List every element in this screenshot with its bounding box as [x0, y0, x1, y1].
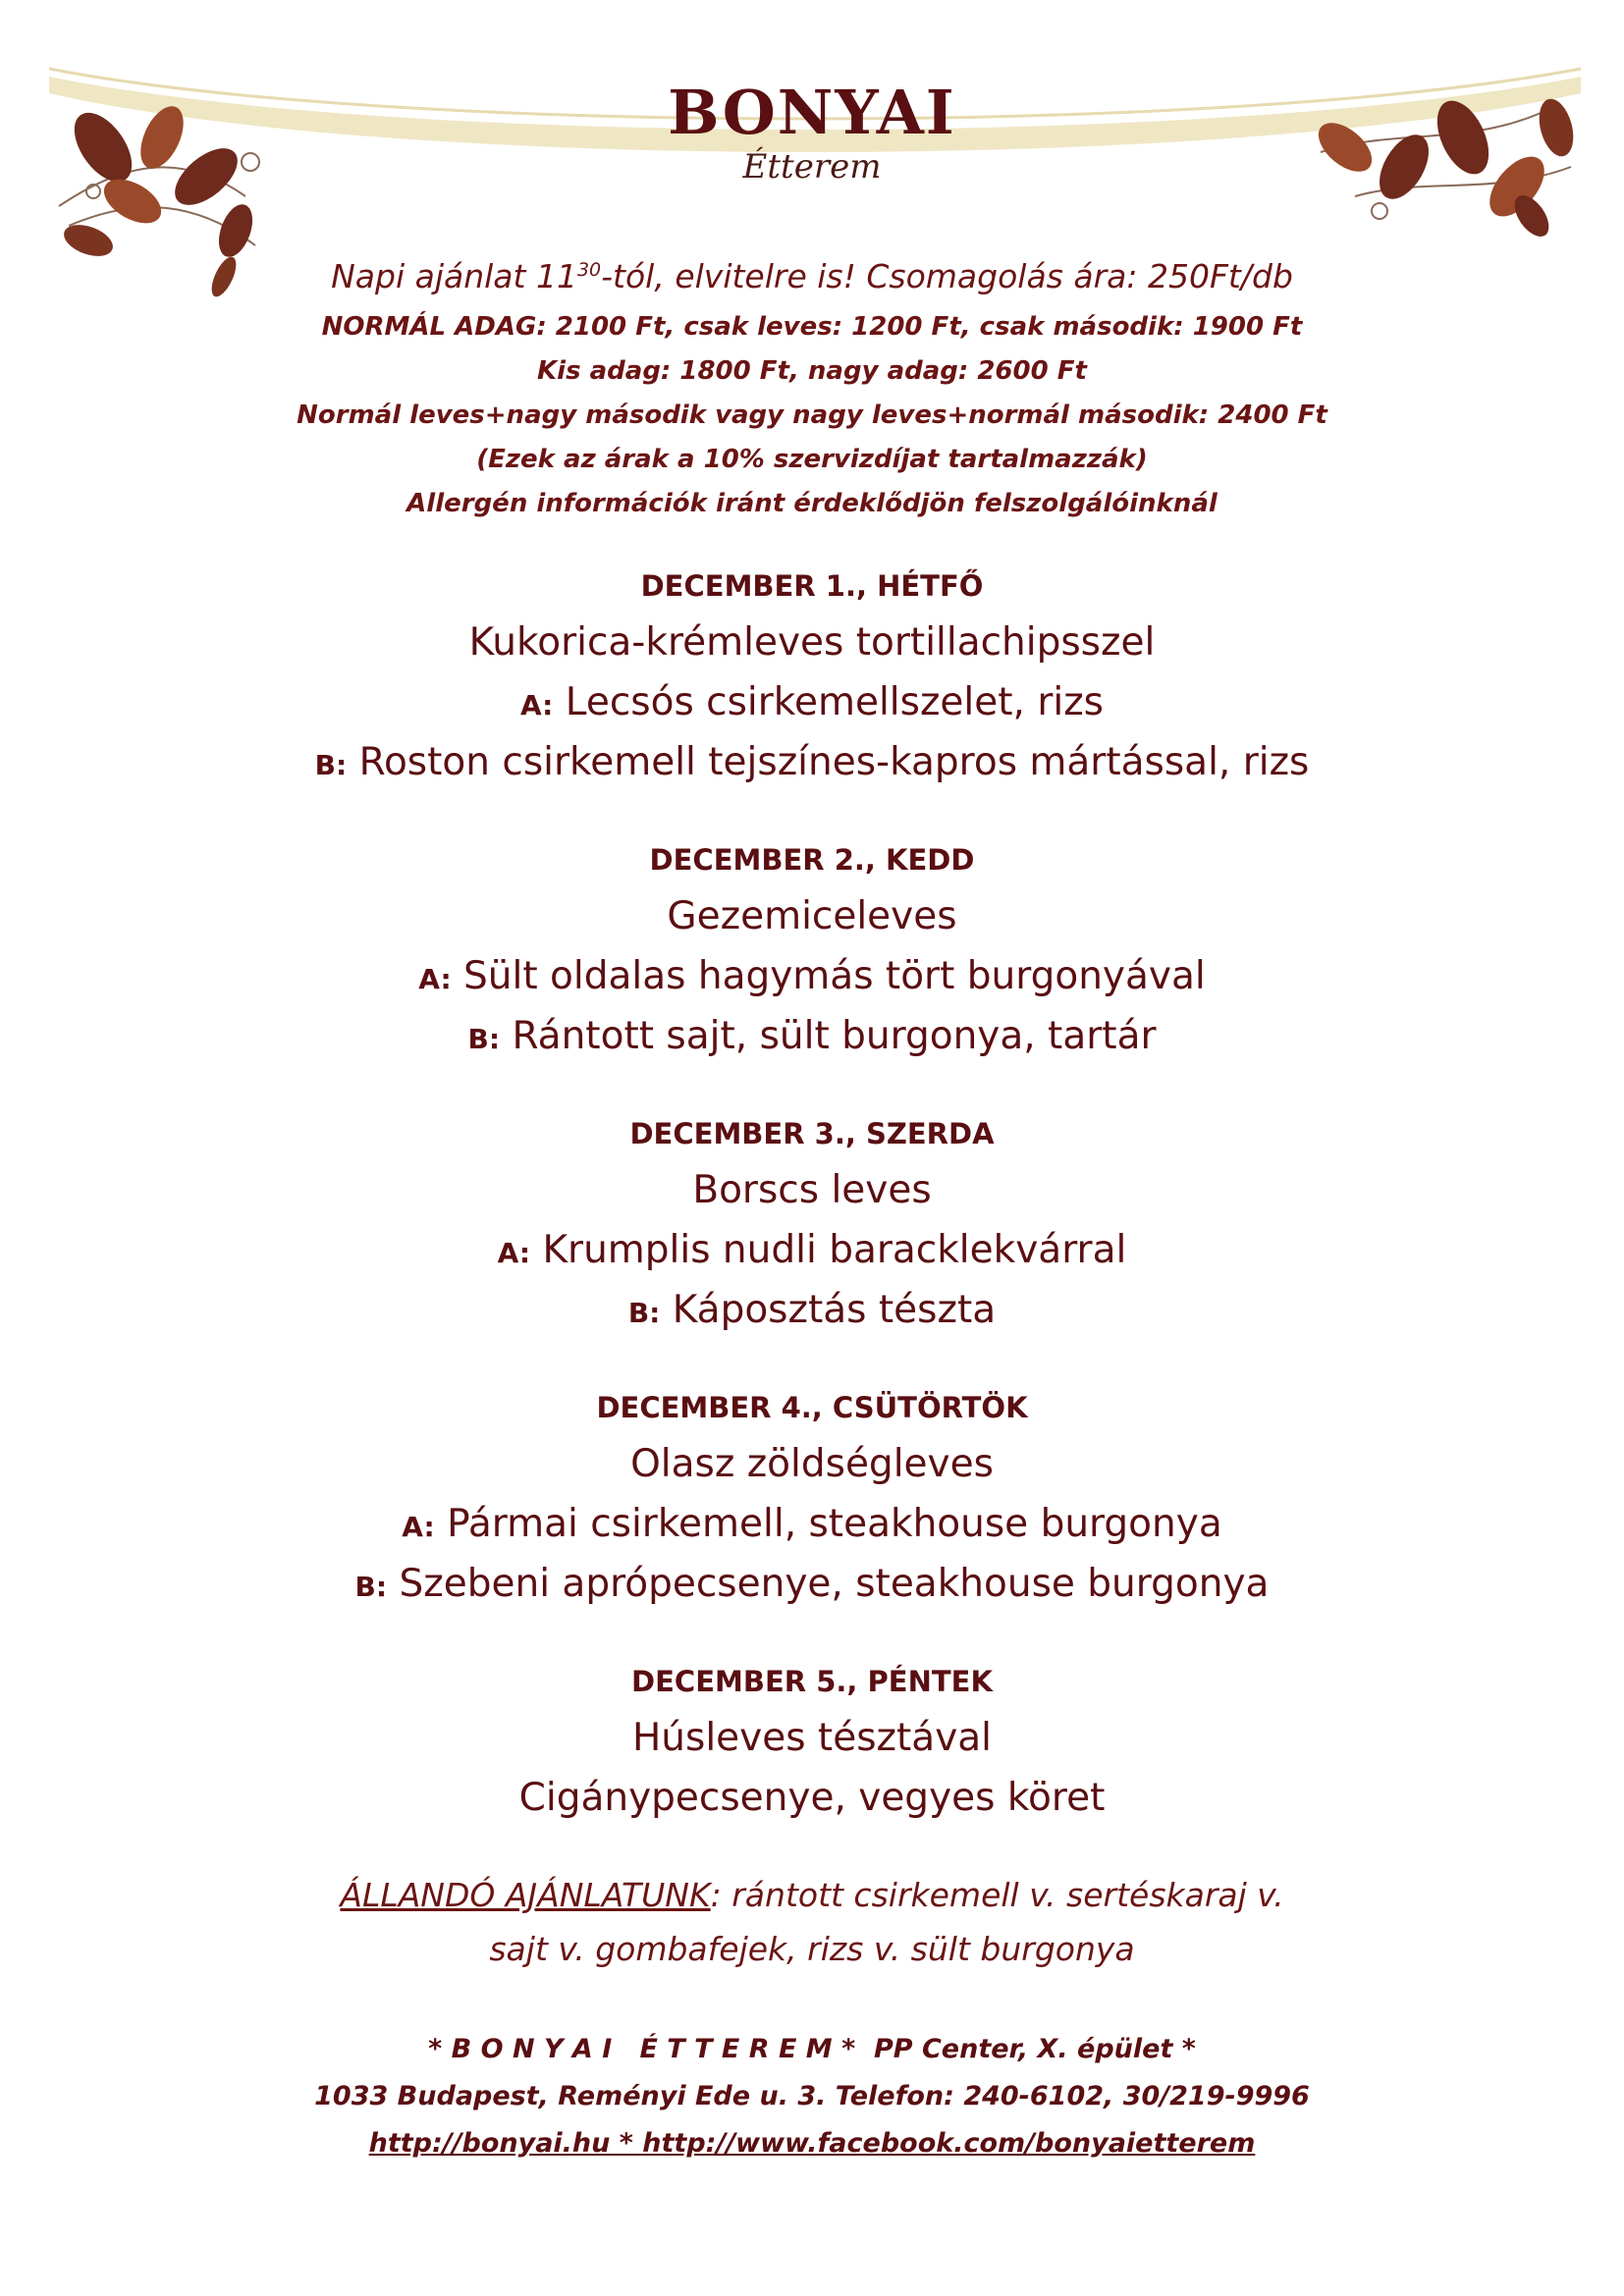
facebook-link[interactable]: http://www.facebook.com/bonyaietterem: [642, 2128, 1256, 2159]
main-dish: Cigánypecsenye, vegyes köret: [518, 1776, 1106, 1820]
day-title: DECEMBER 5., PÉNTEK: [631, 1665, 993, 1698]
day-title: DECEMBER 3., SZERDA: [629, 1117, 995, 1150]
dish-a: A: Lecsós csirkemellszelet, rizs: [519, 680, 1104, 724]
footer-name-address: * B O N Y A I É T T E R E M * PP Center, X. épület *: [428, 2034, 1196, 2064]
dish-b: B: Rántott sajt, sült burgonya, tartár: [467, 1014, 1157, 1058]
allergen-note: Allergén információk iránt érdeklődjön felszolgálóinknál: [406, 489, 1218, 518]
footer-address-phone: 1033 Budapest, Reményi Ede u. 3. Telefon: 240-6102, 30/219-9996: [314, 2081, 1310, 2111]
day-title: DECEMBER 1., HÉTFŐ: [640, 569, 984, 603]
restaurant-subtitle: Étterem: [742, 147, 882, 187]
price-combo: Normál leves+nagy második vagy nagy leves+normál második: 2400 Ft: [297, 400, 1327, 430]
soup: Borscs leves: [692, 1168, 932, 1212]
restaurant-name: BONYAI: [668, 77, 956, 148]
dish-a: A: Sült oldalas hagymás tört burgonyával: [418, 954, 1206, 998]
soup: Gezemiceleves: [667, 894, 957, 938]
dish-b: B: Szebeni aprópecsenye, steakhouse burgonya: [354, 1562, 1270, 1606]
price-normal: NORMÁL ADAG: 2100 Ft, csak leves: 1200 Ft, csak második: 1900 Ft: [321, 312, 1303, 342]
dish-b: B: Káposztás tészta: [627, 1288, 997, 1332]
day-title: DECEMBER 4., CSÜTÖRTÖK: [596, 1391, 1028, 1424]
price-small-large: Kis adag: 1800 Ft, nagy adag: 2600 Ft: [537, 356, 1087, 386]
dish-a: A: Krumplis nudli baracklekvárral: [497, 1228, 1127, 1272]
permanent-offer-line2: sajt v. gombafejek, rizs v. sült burgonya: [489, 1930, 1135, 1968]
website-link[interactable]: http://bonyai.hu: [368, 2128, 611, 2159]
day-title: DECEMBER 2., KEDD: [649, 843, 975, 877]
permanent-offer-label: ÁLLANDÓ AJÁNLATUNK: [340, 1876, 711, 1914]
footer-links: http://bonyai.hu * http://www.facebook.com/bonyaietterem: [368, 2128, 1256, 2159]
intro-offer-line: Napi ajánlat $11^{30}$-tól, elvitelre is! Csomagolás ára: 250Ft/db: [331, 257, 1293, 295]
service-fee-note: (Ezek az árak a 10% szervizdíjat tartalmazzák): [476, 445, 1148, 474]
dish-b: B: Roston csirkemell tejszínes-kapros mártással, rizs: [314, 740, 1310, 784]
soup: Húsleves tésztával: [631, 1716, 993, 1760]
permanent-offer-line1: ÁLLANDÓ AJÁNLATUNK: rántott csirkemell v. sertéskaraj v.: [340, 1876, 1284, 1914]
soup: Olasz zöldségleves: [630, 1442, 994, 1486]
soup: Kukorica-krémleves tortillachipsszel: [468, 620, 1156, 665]
dish-a: A: Pármai csirkemell, steakhouse burgonya: [402, 1502, 1222, 1546]
